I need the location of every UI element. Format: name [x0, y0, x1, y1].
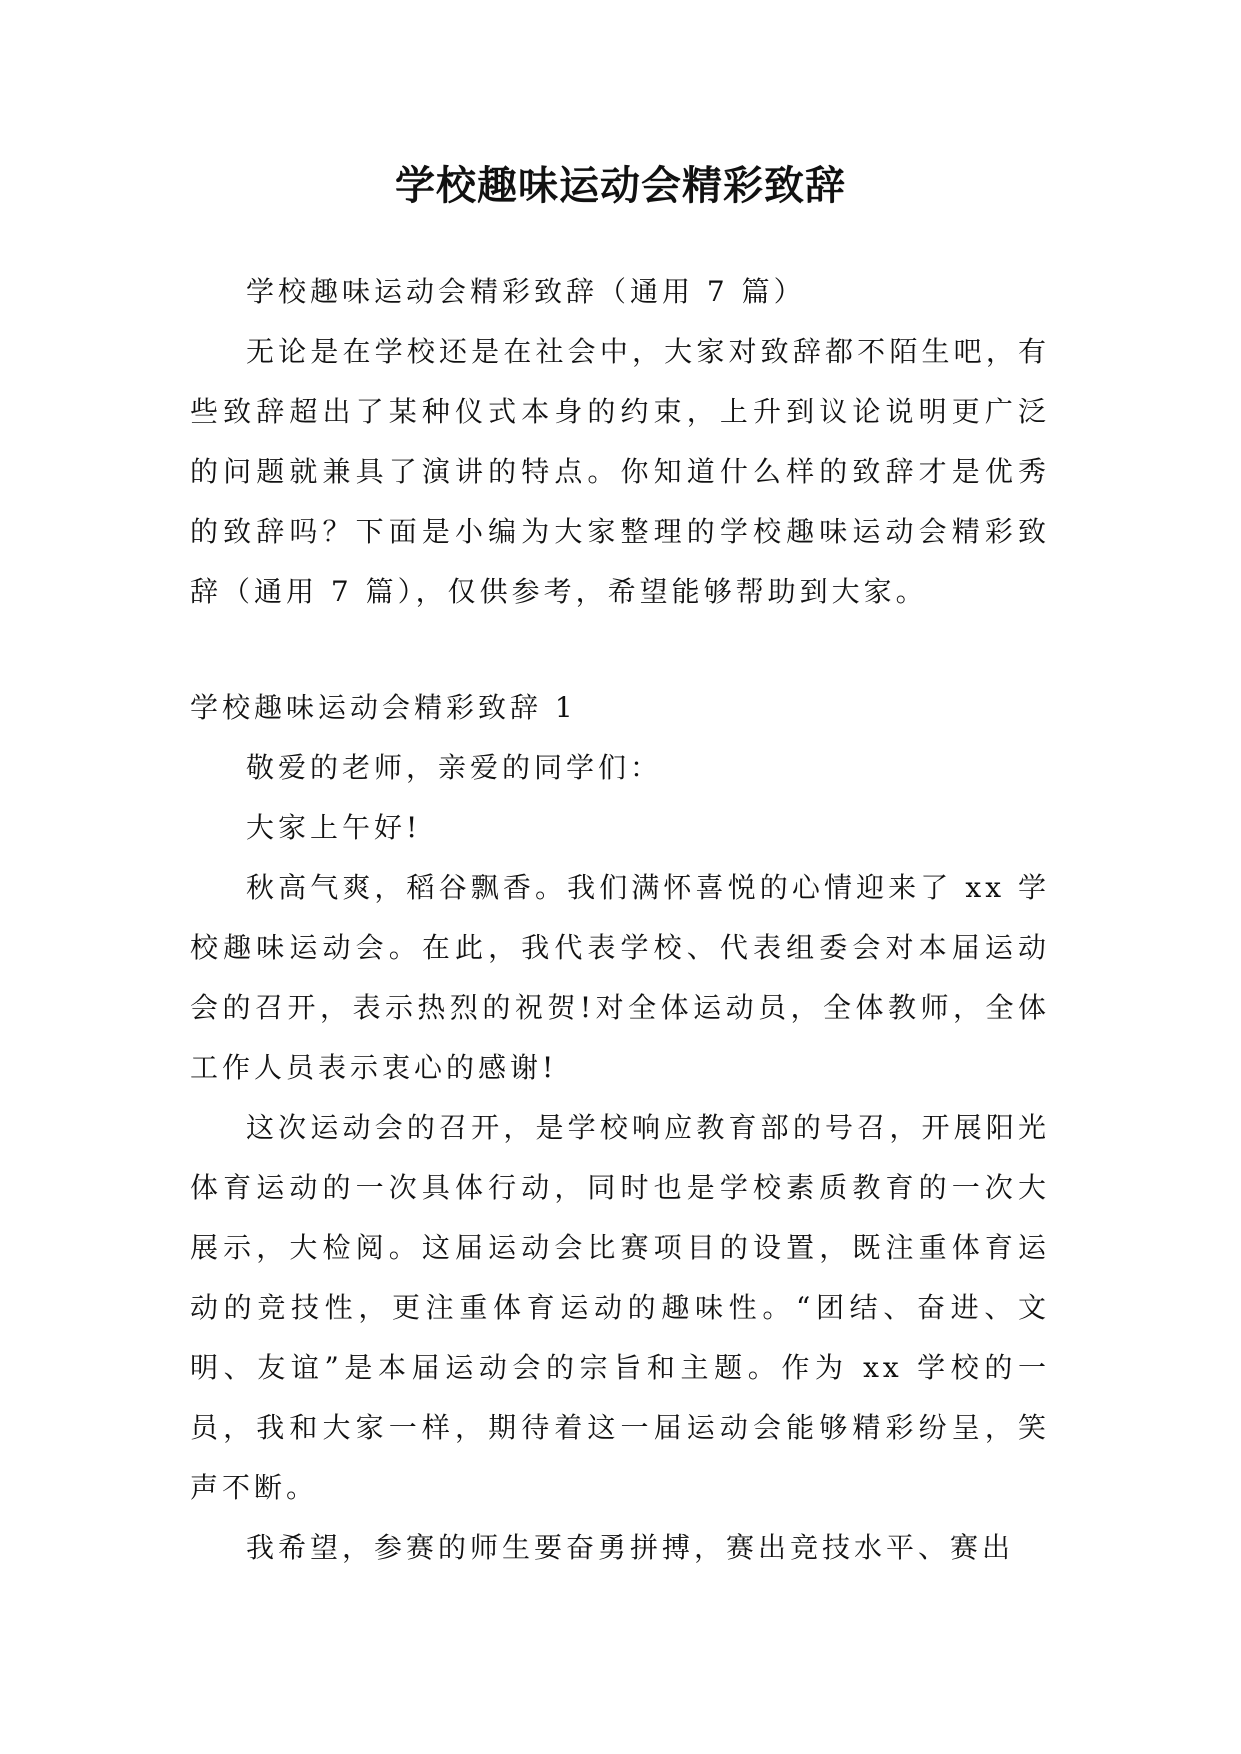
section-spacer: [190, 622, 1050, 678]
salutation: 敬爱的老师，亲爱的同学们：: [246, 751, 663, 784]
intro-paragraph: 无论是在学校还是在社会中，大家对致辞都不陌生吧，有些致辞超出了某种仪式本身的约束，上升到议论说明更广泛的问题就兼具了演讲的特点。你知道什么样的致辞才是优秀的致辞吗？下面是小编为大家整理的学校趣味运动会精彩致辞（通用 7 篇），仅供参考，希望能够帮助到大家。: [190, 335, 1050, 608]
document-body: [190, 262, 1050, 1578]
document-subtitle: 学校趣味运动会精彩致辞（通用 7 篇）: [246, 275, 806, 308]
body-paragraph-3: 我希望，参赛的师生要奋勇拼搏，赛出竞技水平、赛出: [246, 1531, 1015, 1564]
document-title: 学校趣味运动会精彩致辞: [395, 163, 846, 209]
body-paragraph-1: 秋高气爽，稻谷飘香。我们满怀喜悦的心情迎来了 xx 学校趣味运动会。在此，我代表学校、代表组委会对本届运动会的召开，表示热烈的祝贺!对全体运动员，全体教师，全体工作人员表示衷心的感谢!: [190, 871, 1050, 1084]
section-heading: 学校趣味运动会精彩致辞 1: [190, 691, 577, 724]
body-paragraph-2: 这次运动会的召开，是学校响应教育部的号召，开展阳光体育运动的一次具体行动，同时也是学校素质教育的一次大展示，大检阅。这届运动会比赛项目的设置，既注重体育运动的竞技性，更注重体育运动的趣味性。“团结、奋进、文明、友谊”是本届运动会的宗旨和主题。作为 xx 学校的一员，我和大家一样，期待着这一届运动会能够精彩纷呈，笑声不断。: [190, 1111, 1050, 1504]
greeting: 大家上午好!: [246, 811, 422, 844]
